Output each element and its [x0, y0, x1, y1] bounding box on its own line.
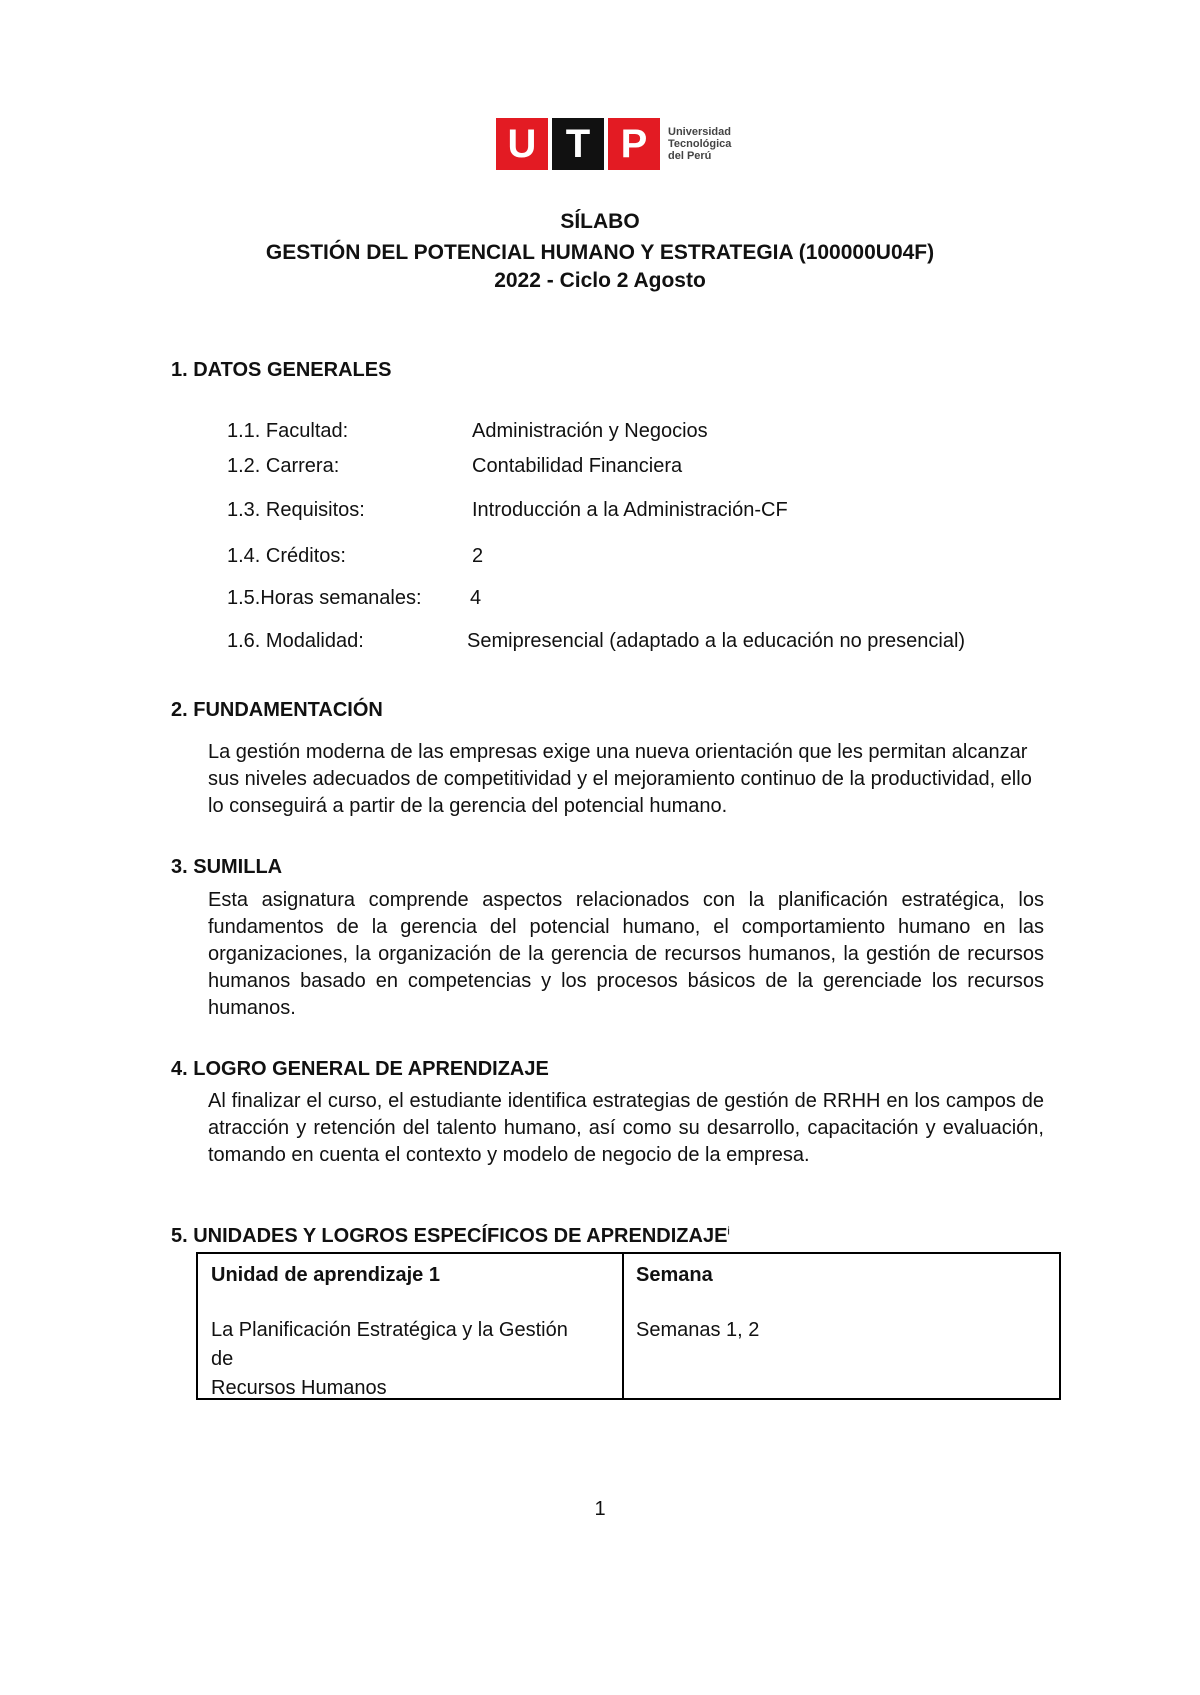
datos-label: 1.2. Carrera:	[227, 455, 340, 477]
table-cell-line: Recursos Humanos	[211, 1377, 387, 1399]
logo-text-line: del Perú	[668, 150, 712, 162]
logo-letter-p: P	[608, 118, 660, 170]
logo-letter-u: U	[496, 118, 548, 170]
datos-label: 1.4. Créditos:	[227, 545, 346, 567]
logro-general-text: Al finalizar el curso, el estudiante identifica estrategias de gestión de RRHH en los campos de atracción y retención del talento humano, así como su desarrollo, capacitación y evaluación, tomando en cuenta el contexto y modelo de negocio de la empresa.	[208, 1090, 1044, 1166]
footnote-marker: i	[727, 1225, 730, 1238]
section-heading-datos-generales: 1. DATOS GENERALES	[171, 359, 392, 381]
table-column-divider	[622, 1254, 624, 1398]
logo-text-line: Tecnológica	[668, 138, 732, 150]
datos-label: 1.5.Horas semanales:	[227, 587, 422, 609]
section-heading-logro-general: 4. LOGRO GENERAL DE APRENDIZAJE	[171, 1058, 549, 1080]
table-cell-line: La Planificación Estratégica y la Gestión	[211, 1319, 568, 1341]
page-number: 1	[594, 1498, 606, 1520]
sumilla-text: Esta asignatura comprende aspectos relacionados con la planificación estratégica, los fundamentos de la gerencia del potencial humano, el comportamiento humano en las organizaciones, la organización de la gerencia de recursos humanos, la gestión de recursos humanos basado en competencias y los procesos básicos de la gerenciade los recursos humanos.	[208, 889, 1044, 1019]
unidades-table	[196, 1252, 1061, 1400]
datos-value: Semipresencial (adaptado a la educación no presencial)	[467, 630, 966, 652]
utp-logo	[496, 118, 731, 170]
section-heading-sumilla: 3. SUMILLA	[171, 856, 283, 878]
datos-label: 1.3. Requisitos:	[227, 499, 365, 521]
logo-text-line: Universidad	[668, 126, 731, 138]
datos-value: 4	[470, 587, 482, 609]
logo-text	[668, 126, 731, 162]
table-header-unidad: Unidad de aprendizaje 1	[211, 1264, 440, 1286]
datos-value: Contabilidad Financiera	[472, 455, 683, 477]
course-title: GESTIÓN DEL POTENCIAL HUMANO Y ESTRATEGIA (100000U04F)	[265, 241, 935, 264]
section-heading-unidades	[171, 1225, 730, 1248]
datos-label: 1.6. Modalidad:	[227, 630, 364, 652]
course-cycle: 2022 - Ciclo 2 Agosto	[494, 269, 706, 292]
title-silabo: SÍLABO	[560, 210, 640, 233]
datos-label: 1.1. Facultad:	[227, 420, 349, 442]
logo-letter-t: T	[552, 118, 604, 170]
section-heading-fundamentacion: 2. FUNDAMENTACIÓN	[171, 699, 383, 721]
section-heading-unidades-text: 5. UNIDADES Y LOGROS ESPECÍFICOS DE APRENDIZAJE	[171, 1225, 728, 1247]
table-cell-line: de	[211, 1348, 234, 1370]
table-cell-unidad	[211, 1316, 568, 1403]
fundamentacion-text: La gestión moderna de las empresas exige una nueva orientación que les permitan alcanzar sus niveles adecuados de competitividad y el mejoramiento continuo de la productividad, ello lo conseguirá a partir de la gerencia del potencial humano.	[208, 741, 1032, 817]
datos-value: 2	[472, 545, 484, 567]
datos-value: Administración y Negocios	[472, 420, 708, 442]
table-header-semana: Semana	[636, 1264, 713, 1286]
datos-value: Introducción a la Administración-CF	[472, 499, 788, 521]
table-cell-semana: Semanas 1, 2	[636, 1319, 760, 1341]
